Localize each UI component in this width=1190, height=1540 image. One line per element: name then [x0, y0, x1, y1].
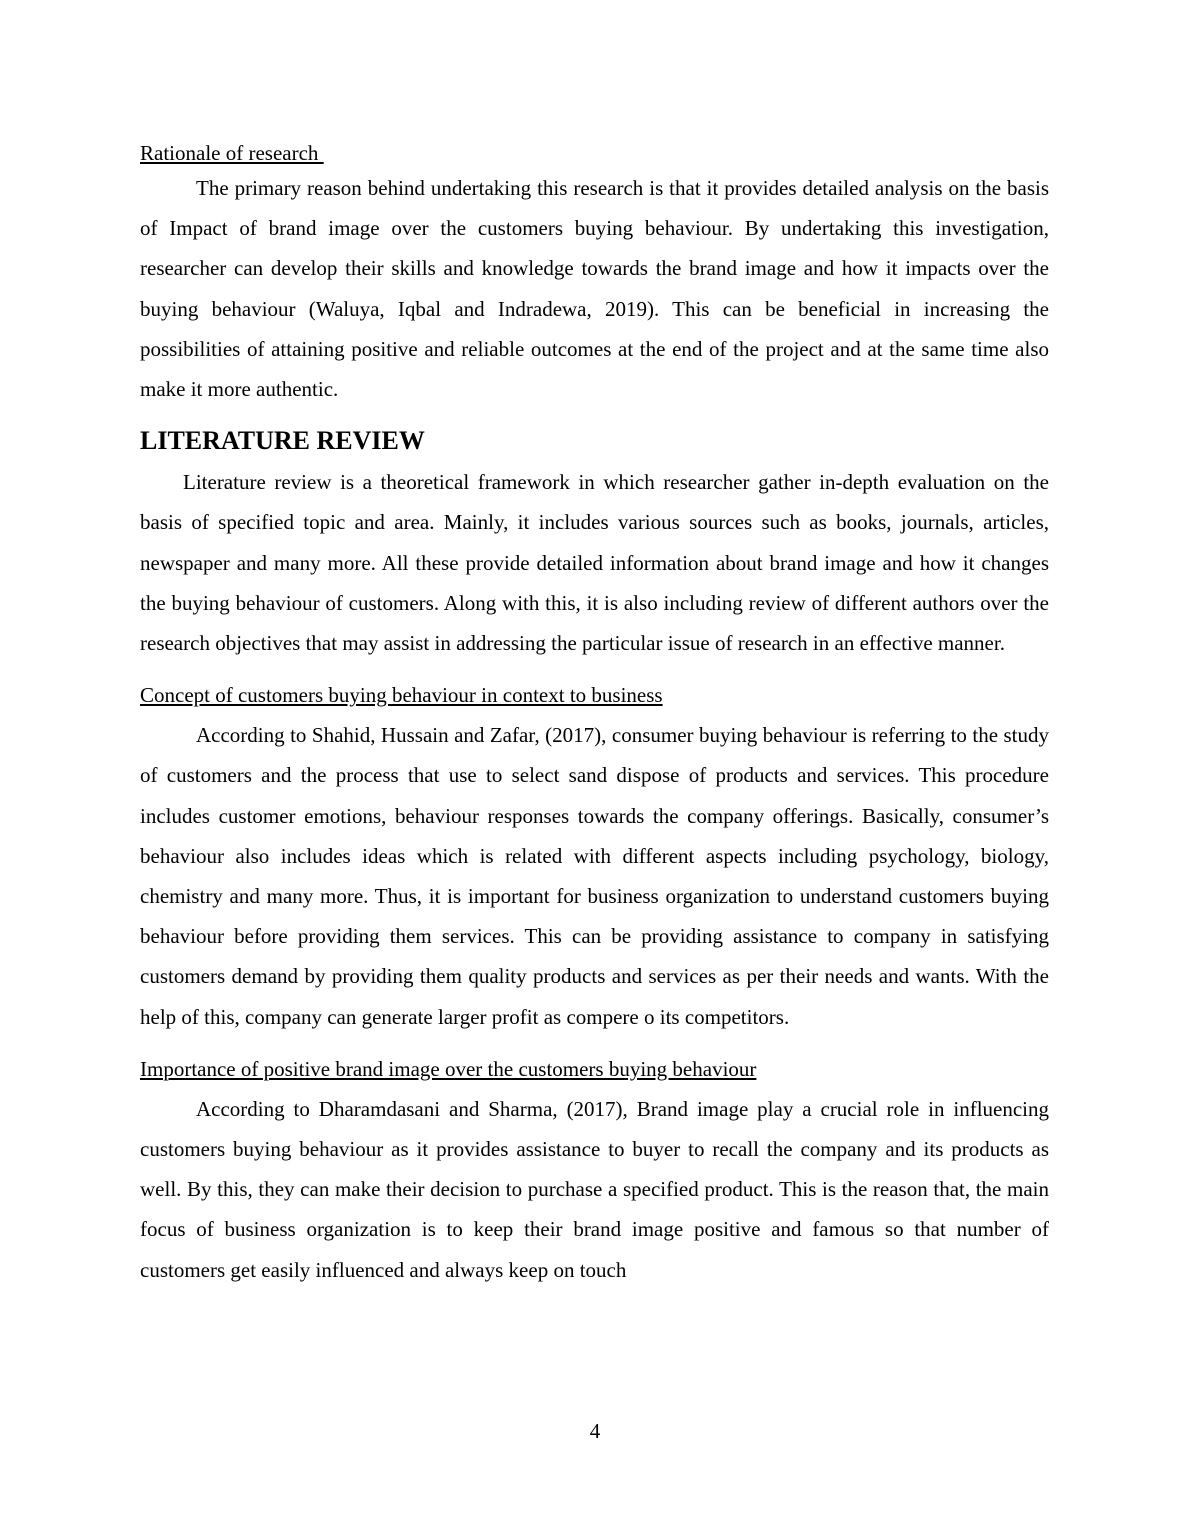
concept-heading: Concept of customers buying behaviour in context to business — [140, 683, 663, 708]
literature-review-paragraph: Literature review is a theoretical framework in which researcher gather in-depth evaluation on the basis of specified topic and area. Mainly, it includes various sources such as books, journals, articles, newspaper and many more. All these provide detailed information about brand image and how it changes the buying behaviour of customers. Along with this, it is also including review of different authors over the research objectives that may assist in addressing the particular issue of research in an effective manner. — [140, 470, 1049, 656]
literature-review-heading: LITERATURE REVIEW — [140, 426, 425, 456]
importance-paragraph: According to Dharamdasani and Sharma, (2017), Brand image play a crucial role in influencing customers buying behaviour as it provides assistance to buyer to recall the company and its products as well. By this, they can make their decision to purchase a specified product. This is the reason that, the main focus of business organization is to keep their brand image positive and famous so that number of customers get easily influenced and always keep on touch — [140, 1096, 1049, 1282]
page-content — [140, 138, 1049, 1290]
concept-paragraph: According to Shahid, Hussain and Zafar, (2017), consumer buying behaviour is referring to the study of customers and the process that use to select sand dispose of products and services. This procedure includes customer emotions, behaviour responses towards the company offerings. Basically, consumer’s behaviour also includes ideas which is related with different aspects including psychology, biology, chemistry and many more. Thus, it is important for business organization to understand customers buying behaviour before providing them services. This can be providing assistance to company in satisfying customers demand by providing them quality products and services as per their needs and wants. With the help of this, company can generate larger profit as compere o its competitors. — [140, 723, 1049, 1029]
rationale-heading: Rationale of research — [140, 141, 324, 165]
page-number: 4 — [589, 1419, 601, 1443]
rationale-paragraph: The primary reason behind undertaking this research is that it provides detailed analysis on the basis of Impact of brand image over the customers buying behaviour. By undertaking this investigation, researcher can develop their skills and knowledge towards the brand image and how it impacts over the buying behaviour (Waluya, Iqbal and Indradewa, 2019). This can be beneficial in increasing the possibilities of attaining positive and reliable outcomes at the end of the project and at the same time also make it more authentic. — [140, 176, 1049, 402]
importance-heading: Importance of positive brand image over the customers buying behaviour — [140, 1056, 757, 1081]
